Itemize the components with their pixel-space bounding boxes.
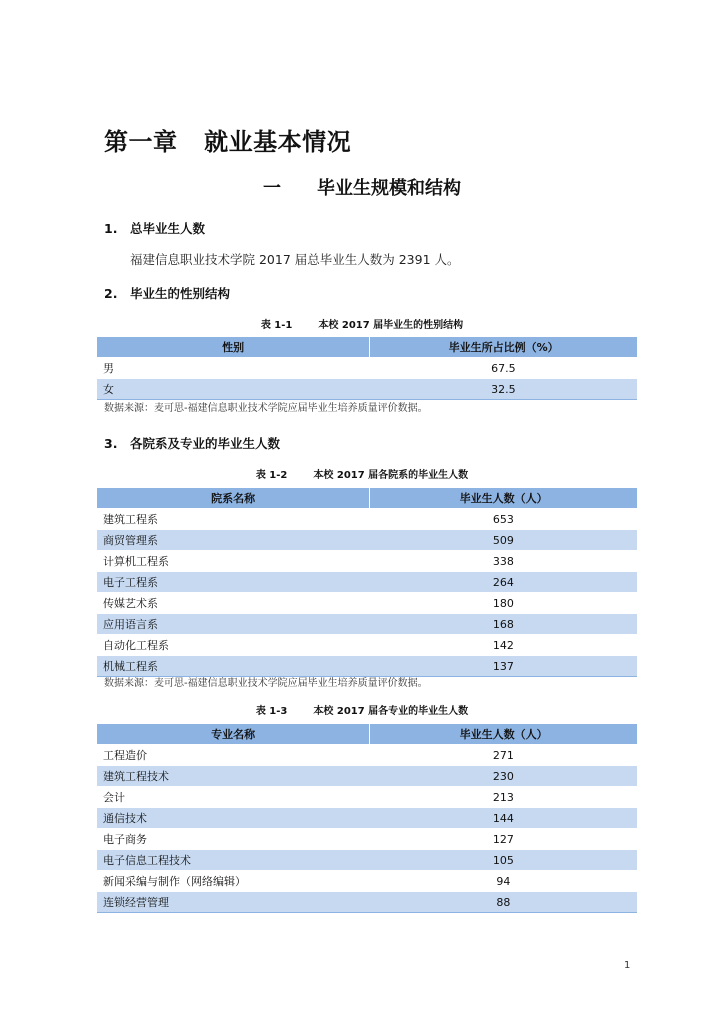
table-row (97, 850, 637, 871)
row-value-cell: 137 (370, 656, 637, 677)
table-row (97, 871, 637, 892)
table-1-source-note: 数据来源：麦可思-福建信息职业技术学院应届毕业生培养质量评价数据。 (104, 403, 428, 414)
table-row (97, 530, 637, 551)
table-row (97, 808, 637, 829)
table-header-row (97, 724, 637, 745)
row-value-cell: 105 (370, 850, 637, 871)
column-header: 毕业生所占比例（%） (370, 337, 637, 358)
subsection-3-title: 各院系及专业的毕业生人数 (130, 436, 281, 451)
table-row (97, 635, 637, 656)
row-label-cell: 男 (97, 358, 370, 379)
table-row (97, 766, 637, 787)
table-row (97, 379, 637, 400)
subsection-1-title: 总毕业生人数 (130, 221, 206, 236)
subsection-2-title: 毕业生的性别结构 (130, 286, 231, 301)
column-header: 性别 (97, 337, 370, 358)
row-label-cell: 电子信息工程技术 (97, 850, 370, 871)
table-1-caption-text: 本校 2017 届毕业生的性别结构 (318, 320, 464, 331)
column-header: 毕业生人数（人） (370, 488, 637, 509)
row-value-cell: 67.5 (370, 358, 637, 379)
row-label-cell: 商贸管理系 (97, 530, 370, 551)
row-value-cell: 653 (370, 509, 637, 530)
row-label-cell: 电子工程系 (97, 572, 370, 593)
row-value-cell: 338 (370, 551, 637, 572)
row-value-cell: 168 (370, 614, 637, 635)
page-number: 1 (624, 960, 631, 971)
table-3-caption (0, 702, 724, 717)
total-graduates-paragraph: 福建信息职业技术学院 2017 届总毕业生人数为 2391 人。 (130, 252, 460, 267)
subsection-2-heading (104, 284, 230, 302)
row-label-cell: 电子商务 (97, 829, 370, 850)
section-number: 一 (263, 178, 281, 199)
column-header: 专业名称 (97, 724, 370, 745)
table-2-caption-number: 表 1-2 (255, 470, 288, 481)
row-value-cell: 142 (370, 635, 637, 656)
subsection-1-number: 1. (104, 221, 118, 236)
table-row (97, 358, 637, 379)
row-label-cell: 自动化工程系 (97, 635, 370, 656)
column-header: 毕业生人数（人） (370, 724, 637, 745)
subsection-3-heading (104, 434, 280, 452)
row-value-cell: 94 (370, 871, 637, 892)
table-row (97, 509, 637, 530)
subsection-2-number: 2. (104, 286, 118, 301)
major-graduates-table (97, 724, 637, 913)
table-row (97, 593, 637, 614)
department-graduates-table (97, 488, 637, 677)
table-3-caption-number: 表 1-3 (255, 706, 288, 717)
table-row (97, 745, 637, 766)
row-value-cell: 32.5 (370, 379, 637, 400)
table-2-caption (0, 466, 724, 481)
row-value-cell: 271 (370, 745, 637, 766)
row-label-cell: 传媒艺术系 (97, 593, 370, 614)
row-label-cell: 建筑工程技术 (97, 766, 370, 787)
row-value-cell: 509 (370, 530, 637, 551)
table-row (97, 787, 637, 808)
row-value-cell: 264 (370, 572, 637, 593)
table-row (97, 892, 637, 913)
row-value-cell: 213 (370, 787, 637, 808)
row-value-cell: 127 (370, 829, 637, 850)
table-header-row (97, 337, 637, 358)
table-header-row (97, 488, 637, 509)
row-label-cell: 女 (97, 379, 370, 400)
table-2-source-note: 数据来源：麦可思-福建信息职业技术学院应届毕业生培养质量评价数据。 (104, 678, 428, 689)
table-row (97, 551, 637, 572)
table-1-caption (0, 316, 724, 331)
row-label-cell: 工程造价 (97, 745, 370, 766)
table-3-caption-text: 本校 2017 届各专业的毕业生人数 (313, 706, 469, 717)
table-1-caption-number: 表 1-1 (260, 320, 293, 331)
row-value-cell: 230 (370, 766, 637, 787)
row-label-cell: 会计 (97, 787, 370, 808)
row-label-cell: 新闻采编与制作（网络编辑） (97, 871, 370, 892)
row-label-cell: 通信技术 (97, 808, 370, 829)
subsection-1-heading (104, 219, 205, 237)
row-label-cell: 计算机工程系 (97, 551, 370, 572)
table-2-caption-text: 本校 2017 届各院系的毕业生人数 (313, 470, 469, 481)
section-title (0, 174, 724, 200)
row-label-cell: 机械工程系 (97, 656, 370, 677)
row-label-cell: 连锁经营管理 (97, 892, 370, 913)
row-label-cell: 建筑工程系 (97, 509, 370, 530)
subsection-3-number: 3. (104, 436, 118, 451)
table-row (97, 829, 637, 850)
table-row (97, 614, 637, 635)
table-row (97, 572, 637, 593)
row-value-cell: 180 (370, 593, 637, 614)
row-value-cell: 88 (370, 892, 637, 913)
row-value-cell: 144 (370, 808, 637, 829)
section-heading: 毕业生规模和结构 (317, 178, 461, 199)
column-header: 院系名称 (97, 488, 370, 509)
gender-structure-table (97, 337, 637, 400)
chapter-title: 第一章 就业基本情况 (104, 128, 352, 156)
row-label-cell: 应用语言系 (97, 614, 370, 635)
